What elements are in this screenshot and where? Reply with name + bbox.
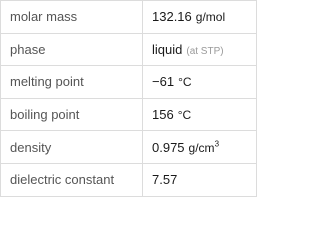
row-label: dielectric constant (1, 163, 143, 196)
row-value (143, 1, 257, 34)
row-value (143, 98, 257, 131)
table-row-melting-point (1, 66, 257, 99)
value-text: liquid (152, 41, 183, 57)
table-row-molar-mass (1, 1, 257, 34)
table-row-boiling-point (1, 98, 257, 131)
value-number: 0.975 (152, 139, 185, 155)
value-number: 7.57 (152, 172, 178, 188)
value-unit: °C (177, 108, 192, 123)
value-number: 156 (152, 107, 174, 123)
row-label: molar mass (1, 1, 143, 34)
row-label: melting point (1, 66, 143, 99)
value-note: (at STP) (186, 45, 224, 57)
value-unit: g/cm (188, 140, 215, 155)
row-label: phase (1, 33, 143, 66)
value-number: 132.16 (152, 9, 192, 25)
value-unit: °C (178, 75, 192, 90)
row-value (143, 131, 257, 164)
unit-exponent: 3 (214, 139, 220, 149)
row-label: boiling point (1, 98, 143, 131)
value-number: −61 (152, 74, 175, 90)
row-value (143, 163, 257, 196)
row-value (143, 33, 257, 66)
value-unit: g/mol (195, 10, 226, 25)
row-value (143, 66, 257, 99)
table-row-density (1, 131, 257, 164)
row-label: density (1, 131, 143, 164)
table-row-phase (1, 33, 257, 66)
table-row-dielectric-constant (1, 163, 257, 196)
